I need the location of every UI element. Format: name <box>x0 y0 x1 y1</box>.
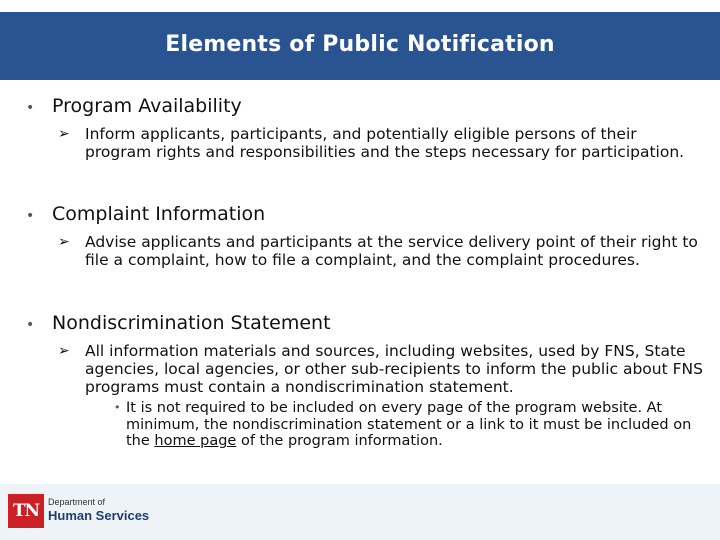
section-complaint-information <box>26 203 706 269</box>
sub-bullet <box>58 233 706 269</box>
section-heading: Nondiscrimination Statement <box>52 312 331 334</box>
home-page-text: home page <box>154 433 237 449</box>
sub-bullet <box>58 342 706 396</box>
section-heading: Complaint Information <box>52 203 266 225</box>
section-heading: Program Availability <box>52 95 242 117</box>
section-nondiscrimination-statement <box>26 312 706 450</box>
arrow-bullet-icon: ➢ <box>58 234 70 250</box>
sub-bullet-text: All information materials and sources, including websites, used by FNS, State agencies, local agencies, or other sub-recipients to inform the public about FNS programs must contain a nondiscrimination statement. <box>85 342 703 396</box>
bullet-item <box>26 312 706 336</box>
section-program-availability <box>26 95 706 161</box>
note-text-end: of the program information. <box>236 433 443 449</box>
title-bar <box>0 12 720 80</box>
logo-human-services-line: Human Services <box>48 508 150 523</box>
note-text-start: It is not required to be included on every page of the program website. At minimum, the nondiscrimination statement or a link to it must be included on the <box>126 400 692 449</box>
arrow-bullet-icon: ➢ <box>58 126 70 142</box>
page-title: Elements of Public Notification <box>165 31 555 57</box>
sub-bullet-text: Advise applicants and participants at the service delivery point of their right to file a complaint, how to file a complaint, and the complaint procedures. <box>85 233 698 269</box>
bullet-icon: • <box>26 100 35 116</box>
tn-logo: TN <box>8 494 44 528</box>
sub-sub-bullet <box>114 400 701 450</box>
bullet-item <box>26 203 706 227</box>
sub-bullet-text: Inform applicants, participants, and potentially eligible persons of their program rights and responsibilities and the steps necessary for participation. <box>85 125 685 161</box>
department-logo-text <box>48 497 149 524</box>
bullet-icon: • <box>26 208 35 224</box>
bullet-item <box>26 95 706 119</box>
bullet-icon: • <box>114 401 121 414</box>
logo-department-line: Department of <box>48 497 106 507</box>
sub-bullet <box>58 125 706 161</box>
arrow-bullet-icon: ➢ <box>58 343 70 359</box>
bullet-icon: • <box>26 317 35 333</box>
